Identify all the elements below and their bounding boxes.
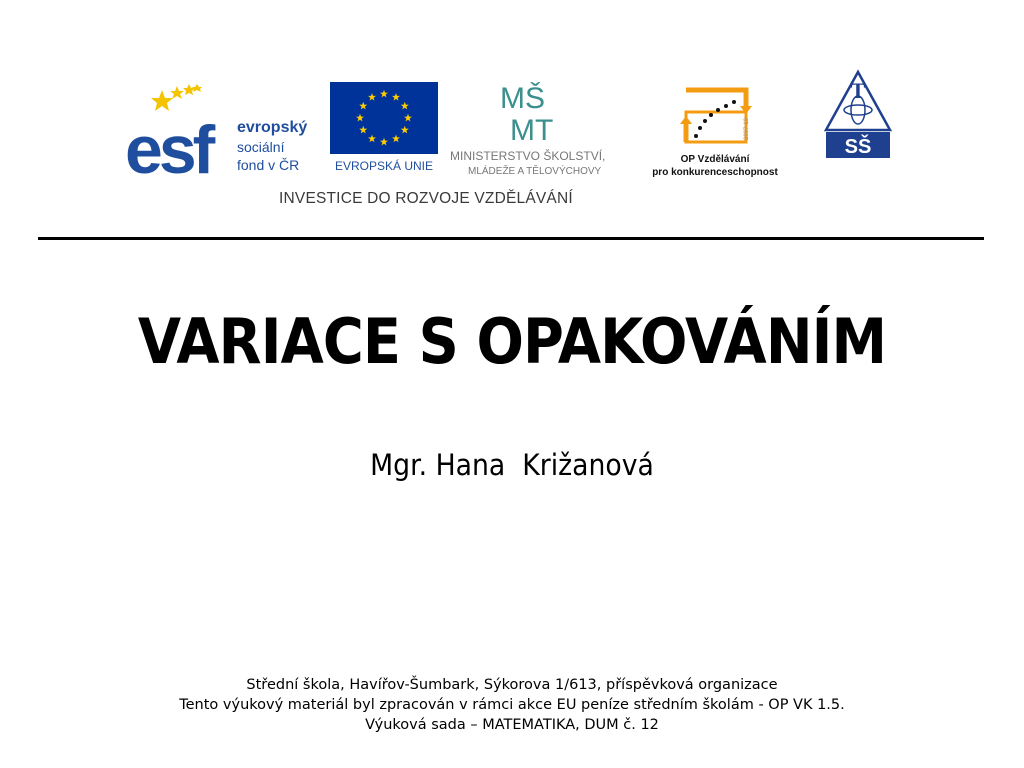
op-vk-logo <box>650 82 780 182</box>
school-logo <box>822 68 894 162</box>
footer-line-3: Výuková sada – MATEMATIKA, DUM č. 12 <box>365 717 659 733</box>
divider-line <box>38 237 984 240</box>
opvk-line1: OP Vzdělávání <box>680 154 750 165</box>
esf-logo <box>125 80 325 180</box>
opvk-side-text: 2007-13 <box>744 117 750 140</box>
footer-line-1: Střední škola, Havířov-Šumbark, Sýkorova 1/613, příspěvková organizace <box>246 677 778 693</box>
school-mark-bottom: SŠ <box>844 136 872 158</box>
banner-text: INVESTICE DO ROZVOJE VZDĚLÁVÁNÍ <box>279 190 573 207</box>
footer-line-2: Tento výukový materiál byl zpracován v rámci akce EU peníze středním školám - OP VK 1.5. <box>179 697 845 713</box>
msmt-line2: MLÁDEŽE A TĚLOVÝCHOVY <box>468 166 602 177</box>
author-name: Mgr. Hana Križanová <box>370 448 654 482</box>
msmt-mark-top: MŠ <box>500 82 545 115</box>
eu-logo <box>328 80 443 180</box>
msmt-mark-bottom: MT <box>510 114 554 147</box>
opvk-dots-icon <box>694 100 736 138</box>
esf-mark: esf <box>125 112 212 180</box>
page-title: VARIACE S OPAKOVÁNÍM <box>137 305 887 378</box>
opvk-line2: pro konkurenceschopnost <box>652 167 778 178</box>
school-mark-top: T <box>850 78 866 103</box>
esf-line3: fond v ČR <box>237 157 300 173</box>
eu-label: EVROPSKÁ UNIE <box>334 159 434 173</box>
msmt-line1: MINISTERSTVO ŠKOLSTVÍ, <box>450 149 606 163</box>
esf-line1: evropský <box>237 119 308 136</box>
esf-line2: sociální <box>237 139 285 155</box>
msmt-logo <box>448 80 648 180</box>
footer <box>0 675 1024 735</box>
